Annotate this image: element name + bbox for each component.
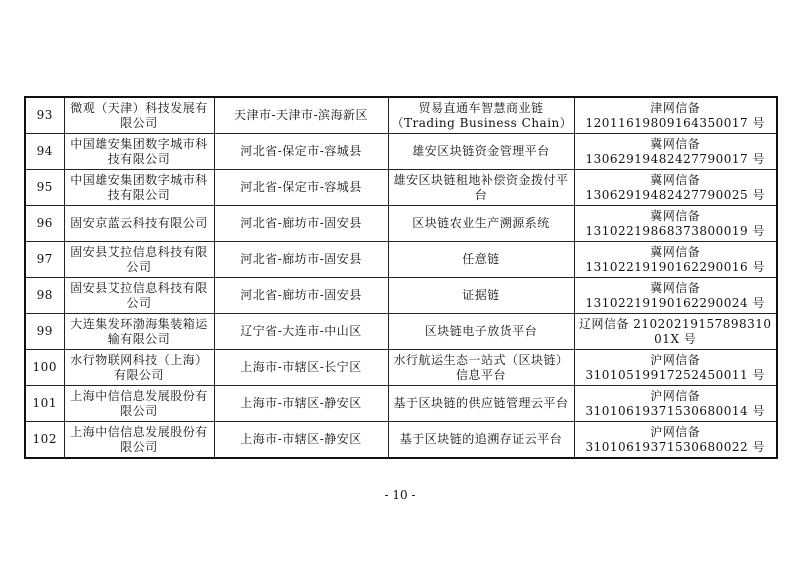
service-name-cell: 基于区块链的供应链管理云平台	[388, 386, 574, 422]
company-cell: 固安县艾拉信息科技有限公司	[64, 278, 214, 314]
row-number-cell: 100	[25, 350, 64, 386]
row-number-cell: 99	[25, 314, 64, 350]
region-cell: 河北省-廊坊市-固安县	[214, 242, 388, 278]
region-cell: 河北省-保定市-容城县	[214, 134, 388, 170]
service-name-cell: 水行航运生态一站式（区块链）信息平台	[388, 350, 574, 386]
table-row	[25, 422, 777, 459]
service-name-cell: 证据链	[388, 278, 574, 314]
service-name-cell: 区块链农业生产溯源系统	[388, 206, 574, 242]
region-cell: 天津市-天津市-滨海新区	[214, 97, 388, 134]
record-number-cell: 辽网信备 21020219157898310​01X 号	[574, 314, 777, 350]
region-cell: 上海市-市辖区-长宁区	[214, 350, 388, 386]
company-cell: 水行物联网科技（上海）有限公司	[64, 350, 214, 386]
table-row	[25, 386, 777, 422]
table-row	[25, 206, 777, 242]
company-cell: 固安京蓝云科技有限公司	[64, 206, 214, 242]
service-name-cell: 区块链电子放货平台	[388, 314, 574, 350]
table-row	[25, 170, 777, 206]
registry-table	[24, 96, 778, 459]
row-number-cell: 94	[25, 134, 64, 170]
record-number-cell: 冀网信备 13102219868373800019 号	[574, 206, 777, 242]
company-cell: 上海中信信息发展股份有限公司	[64, 386, 214, 422]
company-cell: 上海中信信息发展股份有限公司	[64, 422, 214, 459]
table-row	[25, 314, 777, 350]
record-number-cell: 沪网信备 31010619371530680014 号	[574, 386, 777, 422]
row-number-cell: 93	[25, 97, 64, 134]
company-cell: 微观（天津）科技发展有限公司	[64, 97, 214, 134]
row-number-cell: 96	[25, 206, 64, 242]
record-number-cell: 沪网信备 31010519917252450011 号	[574, 350, 777, 386]
row-number-cell: 102	[25, 422, 64, 459]
record-number-cell: 津网信备 12011619809164350017 号	[574, 97, 777, 134]
record-number-cell: 冀网信备 13062919482427790017 号	[574, 134, 777, 170]
row-number-cell: 97	[25, 242, 64, 278]
table-row	[25, 134, 777, 170]
company-cell: 中国雄安集团数字城市科技有限公司	[64, 170, 214, 206]
table-row	[25, 350, 777, 386]
region-cell: 河北省-保定市-容城县	[214, 170, 388, 206]
service-name-cell: 雄安区块链资金管理平台	[388, 134, 574, 170]
region-cell: 上海市-市辖区-静安区	[214, 386, 388, 422]
table-row	[25, 97, 777, 134]
row-number-cell: 95	[25, 170, 64, 206]
row-number-cell: 98	[25, 278, 64, 314]
service-name-cell: 任意链	[388, 242, 574, 278]
company-cell: 固安县艾拉信息科技有限公司	[64, 242, 214, 278]
company-cell: 大连集发环渤海集装箱运输有限公司	[64, 314, 214, 350]
region-cell: 辽宁省-大连市-中山区	[214, 314, 388, 350]
record-number-cell: 沪网信备 31010619371530680022 号	[574, 422, 777, 459]
record-number-cell: 冀网信备 13102219190162290024 号	[574, 278, 777, 314]
record-number-cell: 冀网信备 13102219190162290016 号	[574, 242, 777, 278]
table-row	[25, 278, 777, 314]
company-cell: 中国雄安集团数字城市科技有限公司	[64, 134, 214, 170]
region-cell: 上海市-市辖区-静安区	[214, 422, 388, 459]
service-name-cell: 雄安区块链租地补偿资金拨付平台	[388, 170, 574, 206]
record-number-cell: 冀网信备 13062919482427790025 号	[574, 170, 777, 206]
service-name-cell: 贸易直通车智慧商业链（Trading Business Chain）	[388, 97, 574, 134]
region-cell: 河北省-廊坊市-固安县	[214, 206, 388, 242]
service-name-cell: 基于区块链的追溯存证云平台	[388, 422, 574, 459]
region-cell: 河北省-廊坊市-固安县	[214, 278, 388, 314]
table-row	[25, 242, 777, 278]
row-number-cell: 101	[25, 386, 64, 422]
page-number: - 10 -	[384, 488, 416, 502]
